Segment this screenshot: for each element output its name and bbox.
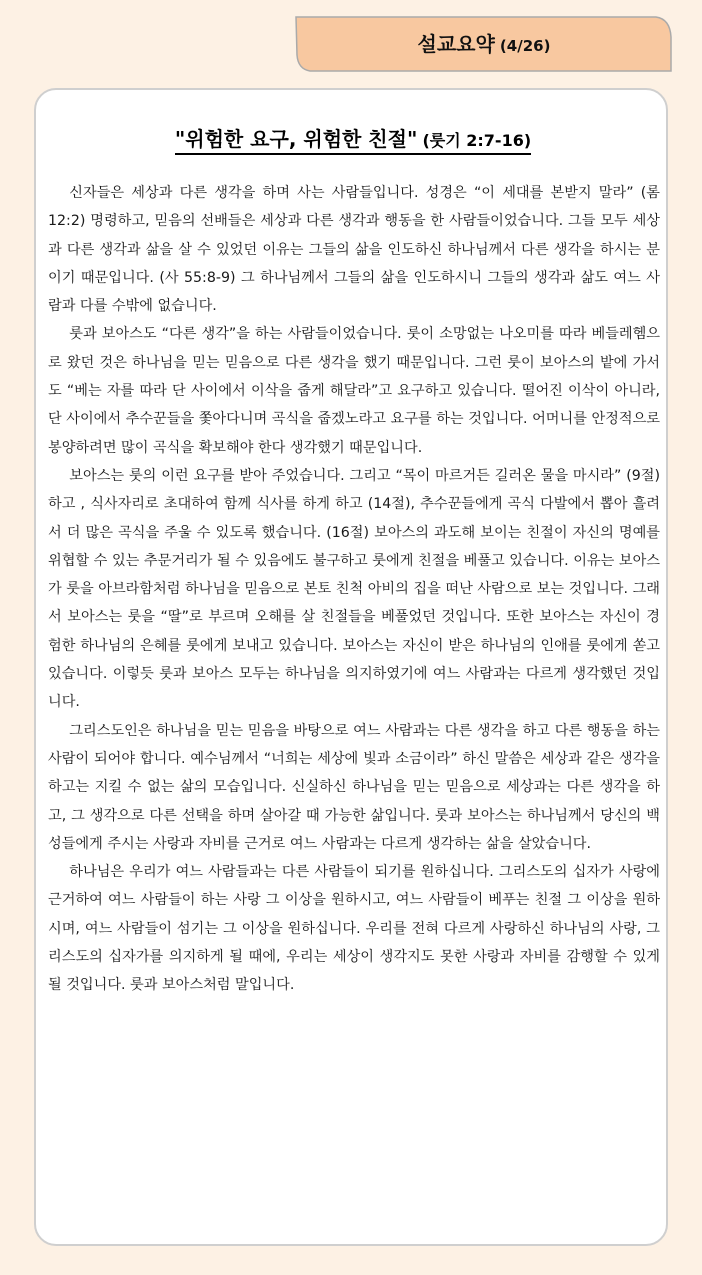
paragraph-2: 룻과 보아스도 “다른 생각”을 하는 사람들이었습니다. 룻이 소망없는 나오미를 따라 베들레헴으로 왔던 것은 하나님을 믿는 믿음으로 다른 생각을 했기 때문입니다. 그런 룻이 보아스의 밭에 가서도 “베는 자를 따라 단 사이에서 이삭을 줍게 해달라”고 요구하고 있습니다. 떨어진 이삭이 아니라, 단 사이에서 추수꾼들을 쫓아다니며 곡식을 줍겠노라고 요구를 하는 것입니다. 어머니를 안정적으로 봉양하려면 많이 곡식을 확보해야 한다 생각했기 때문입니다. xyxy=(48,326,660,456)
tab-date: (4/26) xyxy=(499,37,551,55)
tab-label xyxy=(294,15,674,73)
paragraph-4: 그리스도인은 하나님을 믿는 믿음을 바탕으로 여느 사람과는 다른 생각을 하고 다른 행동을 하는 사람이 되어야 합니다. 예수님께서 “너희는 세상에 빛과 소금이라” 하신 말씀은 세상과 같은 생각을 하고는 지킬 수 없는 삶의 모습입니다. 신실하신 하나님을 믿는 믿음으로 세상과는 다른 생각을 하고, 그 생각으로 다른 선택을 하며 살아갈 때 가능한 삶입니다. 룻과 보아스는 하나님께서 당신의 백성들에게 주시는 사랑과 자비를 근거로 여느 사람과는 다르게 생각하는 삶을 살았습니다. xyxy=(48,722,660,852)
sermon-body xyxy=(48,179,660,1000)
sermon-title-underlined xyxy=(175,123,531,155)
paragraph-5: 하나님은 우리가 여느 사람들과는 다른 사람들이 되기를 원하십니다. 그리스도의 십자가 사랑에 근거하여 여느 사람들이 하는 사랑 그 이상을 원하시고, 여느 사람들이 베푸는 친절 그 이상을 원하시며, 여느 사람들이 섬기는 그 이상을 원하십니다. 우리를 전혀 다르게 사랑하신 하나님의 사랑, 그리스도의 십자가를 의지하게 될 때에, 우리는 세상이 생각지도 못한 사랑과 자비를 감행할 수 있게 될 것입니다. 룻과 보아스처럼 말입니다. xyxy=(48,864,660,994)
sermon-title-text: "위험한 요구, 위험한 친절" xyxy=(174,127,418,151)
header-tab xyxy=(294,15,674,75)
sermon-title xyxy=(36,123,670,155)
sermon-reference: (룻기 2:7-16) xyxy=(422,131,532,150)
paragraph-3: 보아스는 룻의 이런 요구를 받아 주었습니다. 그리고 “목이 마르거든 길러온 물을 마시라” (9절) 하고 , 식사자리로 초대하여 함께 식사를 하게 하고 (14절), 추수꾼들에게 곡식 다발에서 뽑아 흘려서 더 많은 곡식을 주울 수 있도록 했습니다. (16절) 보아스의 과도해 보이는 친절이 자신의 명예를 위협할 수 있는 추문거리가 될 수 있음에도 불구하고 룻에게 친절을 베풀고 있습니다. 이유는 보아스가 룻을 아브라함처럼 하나님을 믿음으로 본토 친척 아비의 집을 떠난 사람으로 보는 것입니다. 그래서 보아스는 룻을 “딸”로 부르며 오해를 살 친절들을 베풀었던 것입니다. 또한 보아스는 자신이 경험한 하나님의 은혜를 룻에게 보내고 있습니다. 보아스는 자신이 받은 하나님의 인애를 룻에게 쏟고 있습니다. 이렇듯 룻과 보아스 모두는 하나님을 의지하였기에 여느 사람과는 다르게 생각했던 것입니다. xyxy=(48,467,660,711)
paragraph-1: 신자들은 세상과 다른 생각을 하며 사는 사람들입니다. 성경은 “이 세대를 본받지 말라” (롬 12:2) 명령하고, 믿음의 선배들은 세상과 다른 생각과 행동을 한 사람들이었습니다. 그들 모두 세상과 다른 생각과 삶을 살 수 있었던 이유는 그들의 삶을 인도하신 하나님께서 다른 생각을 하시는 분이기 때문입니다. (사 55:8-9) 그 하나님께서 그들의 삶을 인도하시니 그들의 생각과 삶도 여느 사람과 다를 수밖에 없습니다. xyxy=(48,185,660,315)
sermon-card xyxy=(34,88,668,1246)
tab-title: 설교요약 xyxy=(417,32,495,56)
